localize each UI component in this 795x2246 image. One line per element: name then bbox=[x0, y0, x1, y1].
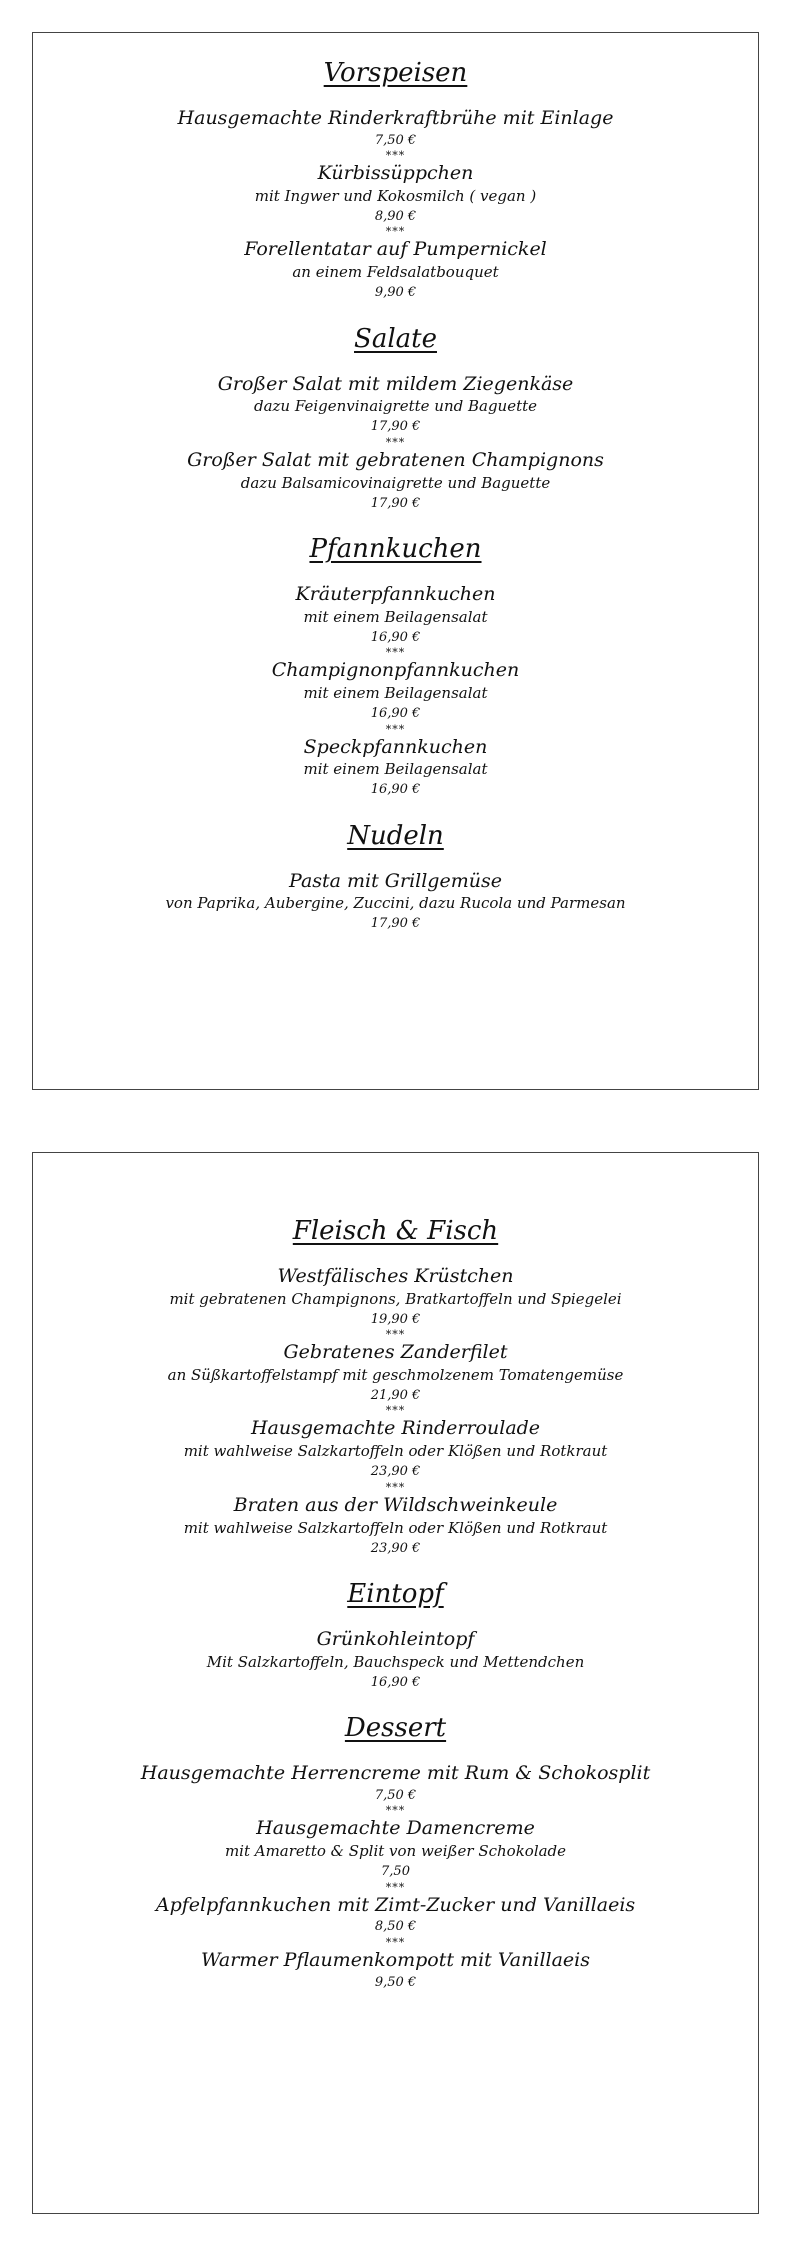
item-separator: *** bbox=[385, 225, 406, 239]
dish-price: 7,50 bbox=[381, 1864, 410, 1880]
dish-description: mit wahlweise Salzkartoffeln oder Klößen und Rotkraut bbox=[183, 1442, 608, 1461]
menu-item bbox=[33, 736, 758, 800]
dish-price: 16,90 € bbox=[370, 706, 421, 722]
dish-name: Großer Salat mit mildem Ziegenkäse bbox=[217, 372, 574, 395]
dish-description: mit wahlweise Salzkartoffeln oder Klößen und Rotkraut bbox=[183, 1518, 608, 1537]
menu-item bbox=[33, 870, 758, 934]
dish-description: dazu Balsamicovinaigrette und Baguette bbox=[240, 473, 551, 492]
dish-price: 16,90 € bbox=[370, 1674, 421, 1690]
dish-name: Westfälisches Krüstchen bbox=[277, 1264, 514, 1287]
dish-name: Gebratenes Zanderfilet bbox=[283, 1341, 508, 1364]
dish-price: 19,90 € bbox=[370, 1311, 421, 1327]
menu-item bbox=[33, 107, 758, 150]
menu-item bbox=[33, 583, 758, 647]
dish-name: Champignonpfannkuchen bbox=[271, 659, 520, 682]
dish-name: Braten aus der Wildschweinkeule bbox=[233, 1493, 558, 1516]
menu-section bbox=[33, 57, 758, 303]
menu-item bbox=[33, 1949, 758, 1992]
item-separator: *** bbox=[385, 1935, 406, 1949]
menu-item bbox=[33, 659, 758, 723]
section-title: Nudeln bbox=[347, 820, 444, 851]
item-separator: *** bbox=[385, 1804, 406, 1818]
item-separator: *** bbox=[385, 1404, 406, 1418]
dish-name: Pasta mit Grillgemüse bbox=[289, 869, 502, 892]
dish-price: 17,90 € bbox=[370, 495, 421, 511]
dish-price: 17,90 € bbox=[370, 916, 421, 932]
dish-price: 8,90 € bbox=[374, 208, 417, 224]
menu-item bbox=[33, 1894, 758, 1937]
dish-description: an einem Feldsalatbouquet bbox=[292, 263, 499, 282]
menu-item bbox=[33, 373, 758, 437]
dish-price: 8,50 € bbox=[374, 1919, 417, 1935]
dish-name: Hausgemachte Herrencreme mit Rum & Schokosplit bbox=[140, 1761, 651, 1784]
menu-section bbox=[33, 1215, 758, 1558]
menu-card-2 bbox=[32, 1152, 759, 2214]
dish-price: 23,90 € bbox=[370, 1464, 421, 1480]
dish-price: 17,90 € bbox=[370, 419, 421, 435]
item-separator: *** bbox=[385, 435, 406, 449]
dish-name: Kräuterpfannkuchen bbox=[295, 582, 496, 605]
dish-price: 21,90 € bbox=[370, 1387, 421, 1403]
section-title: Dessert bbox=[344, 1713, 447, 1744]
menu-item bbox=[33, 449, 758, 513]
dish-description: dazu Feigenvinaigrette und Baguette bbox=[253, 397, 538, 416]
dish-description: an Süßkartoffelstampf mit geschmolzenem Tomatengemüse bbox=[167, 1365, 624, 1384]
section-title: Salate bbox=[354, 323, 437, 354]
item-separator: *** bbox=[385, 1880, 406, 1894]
dish-name: Apfelpfannkuchen mit Zimt-Zucker und Vanillaeis bbox=[155, 1893, 636, 1916]
item-separator: *** bbox=[385, 646, 406, 660]
menu-item bbox=[33, 1494, 758, 1558]
item-separator: *** bbox=[385, 1328, 406, 1342]
dish-price: 9,90 € bbox=[374, 285, 417, 301]
dish-description: mit einem Beilagensalat bbox=[303, 684, 488, 703]
dish-description: mit einem Beilagensalat bbox=[303, 607, 488, 626]
dish-price: 16,90 € bbox=[370, 629, 421, 645]
dish-name: Hausgemachte Damencreme bbox=[256, 1817, 535, 1840]
menu-section bbox=[33, 323, 758, 513]
section-title: Pfannkuchen bbox=[309, 534, 482, 565]
dish-description: mit Amaretto & Split von weißer Schokolade bbox=[224, 1842, 567, 1861]
item-separator: *** bbox=[385, 722, 406, 736]
section-title: Fleisch & Fisch bbox=[292, 1216, 499, 1246]
dish-name: Hausgemachte Rinderroulade bbox=[250, 1417, 541, 1440]
menu-section bbox=[33, 533, 758, 800]
dish-name: Hausgemachte Rinderkraftbrühe mit Einlage bbox=[177, 106, 614, 129]
dish-name: Speckpfannkuchen bbox=[303, 735, 488, 758]
dish-price: 16,90 € bbox=[370, 782, 421, 798]
menu-item bbox=[33, 1265, 758, 1329]
menu-section bbox=[33, 1578, 758, 1692]
dish-description: mit einem Beilagensalat bbox=[303, 760, 488, 779]
dish-price: 7,50 € bbox=[374, 132, 417, 148]
dish-description: mit Ingwer und Kokosmilch ( vegan ) bbox=[254, 186, 537, 205]
dish-price: 7,50 € bbox=[374, 1787, 417, 1803]
dish-name: Großer Salat mit gebratenen Champignons bbox=[187, 448, 604, 471]
dish-name: Warmer Pflaumenkompott mit Vanillaeis bbox=[200, 1948, 590, 1971]
dish-description: Mit Salzkartoffeln, Bauchspeck und Mettendchen bbox=[206, 1652, 585, 1671]
section-title: Vorspeisen bbox=[323, 58, 468, 88]
dish-name: Forellentatar auf Pumpernickel bbox=[244, 238, 547, 261]
item-separator: *** bbox=[385, 149, 406, 163]
menu-section bbox=[33, 1712, 758, 1992]
dish-description: von Paprika, Aubergine, Zuccini, dazu Rucola und Parmesan bbox=[165, 894, 626, 913]
menu-item bbox=[33, 1817, 758, 1881]
section-title: Eintopf bbox=[347, 1579, 444, 1610]
menu-section bbox=[33, 820, 758, 934]
dish-price: 23,90 € bbox=[370, 1540, 421, 1556]
menu-item bbox=[33, 1762, 758, 1805]
menu-item bbox=[33, 1417, 758, 1481]
menu-item bbox=[33, 238, 758, 302]
dish-description: mit gebratenen Champignons, Bratkartoffeln und Spiegelei bbox=[169, 1289, 622, 1308]
dish-name: Grünkohleintopf bbox=[316, 1627, 475, 1650]
menu-item bbox=[33, 1341, 758, 1405]
item-separator: *** bbox=[385, 1480, 406, 1494]
menu-item bbox=[33, 162, 758, 226]
menu-item bbox=[33, 1628, 758, 1692]
dish-price: 9,50 € bbox=[374, 1974, 417, 1990]
menu-card-1 bbox=[32, 32, 759, 1090]
dish-name: Kürbissüppchen bbox=[317, 162, 474, 185]
